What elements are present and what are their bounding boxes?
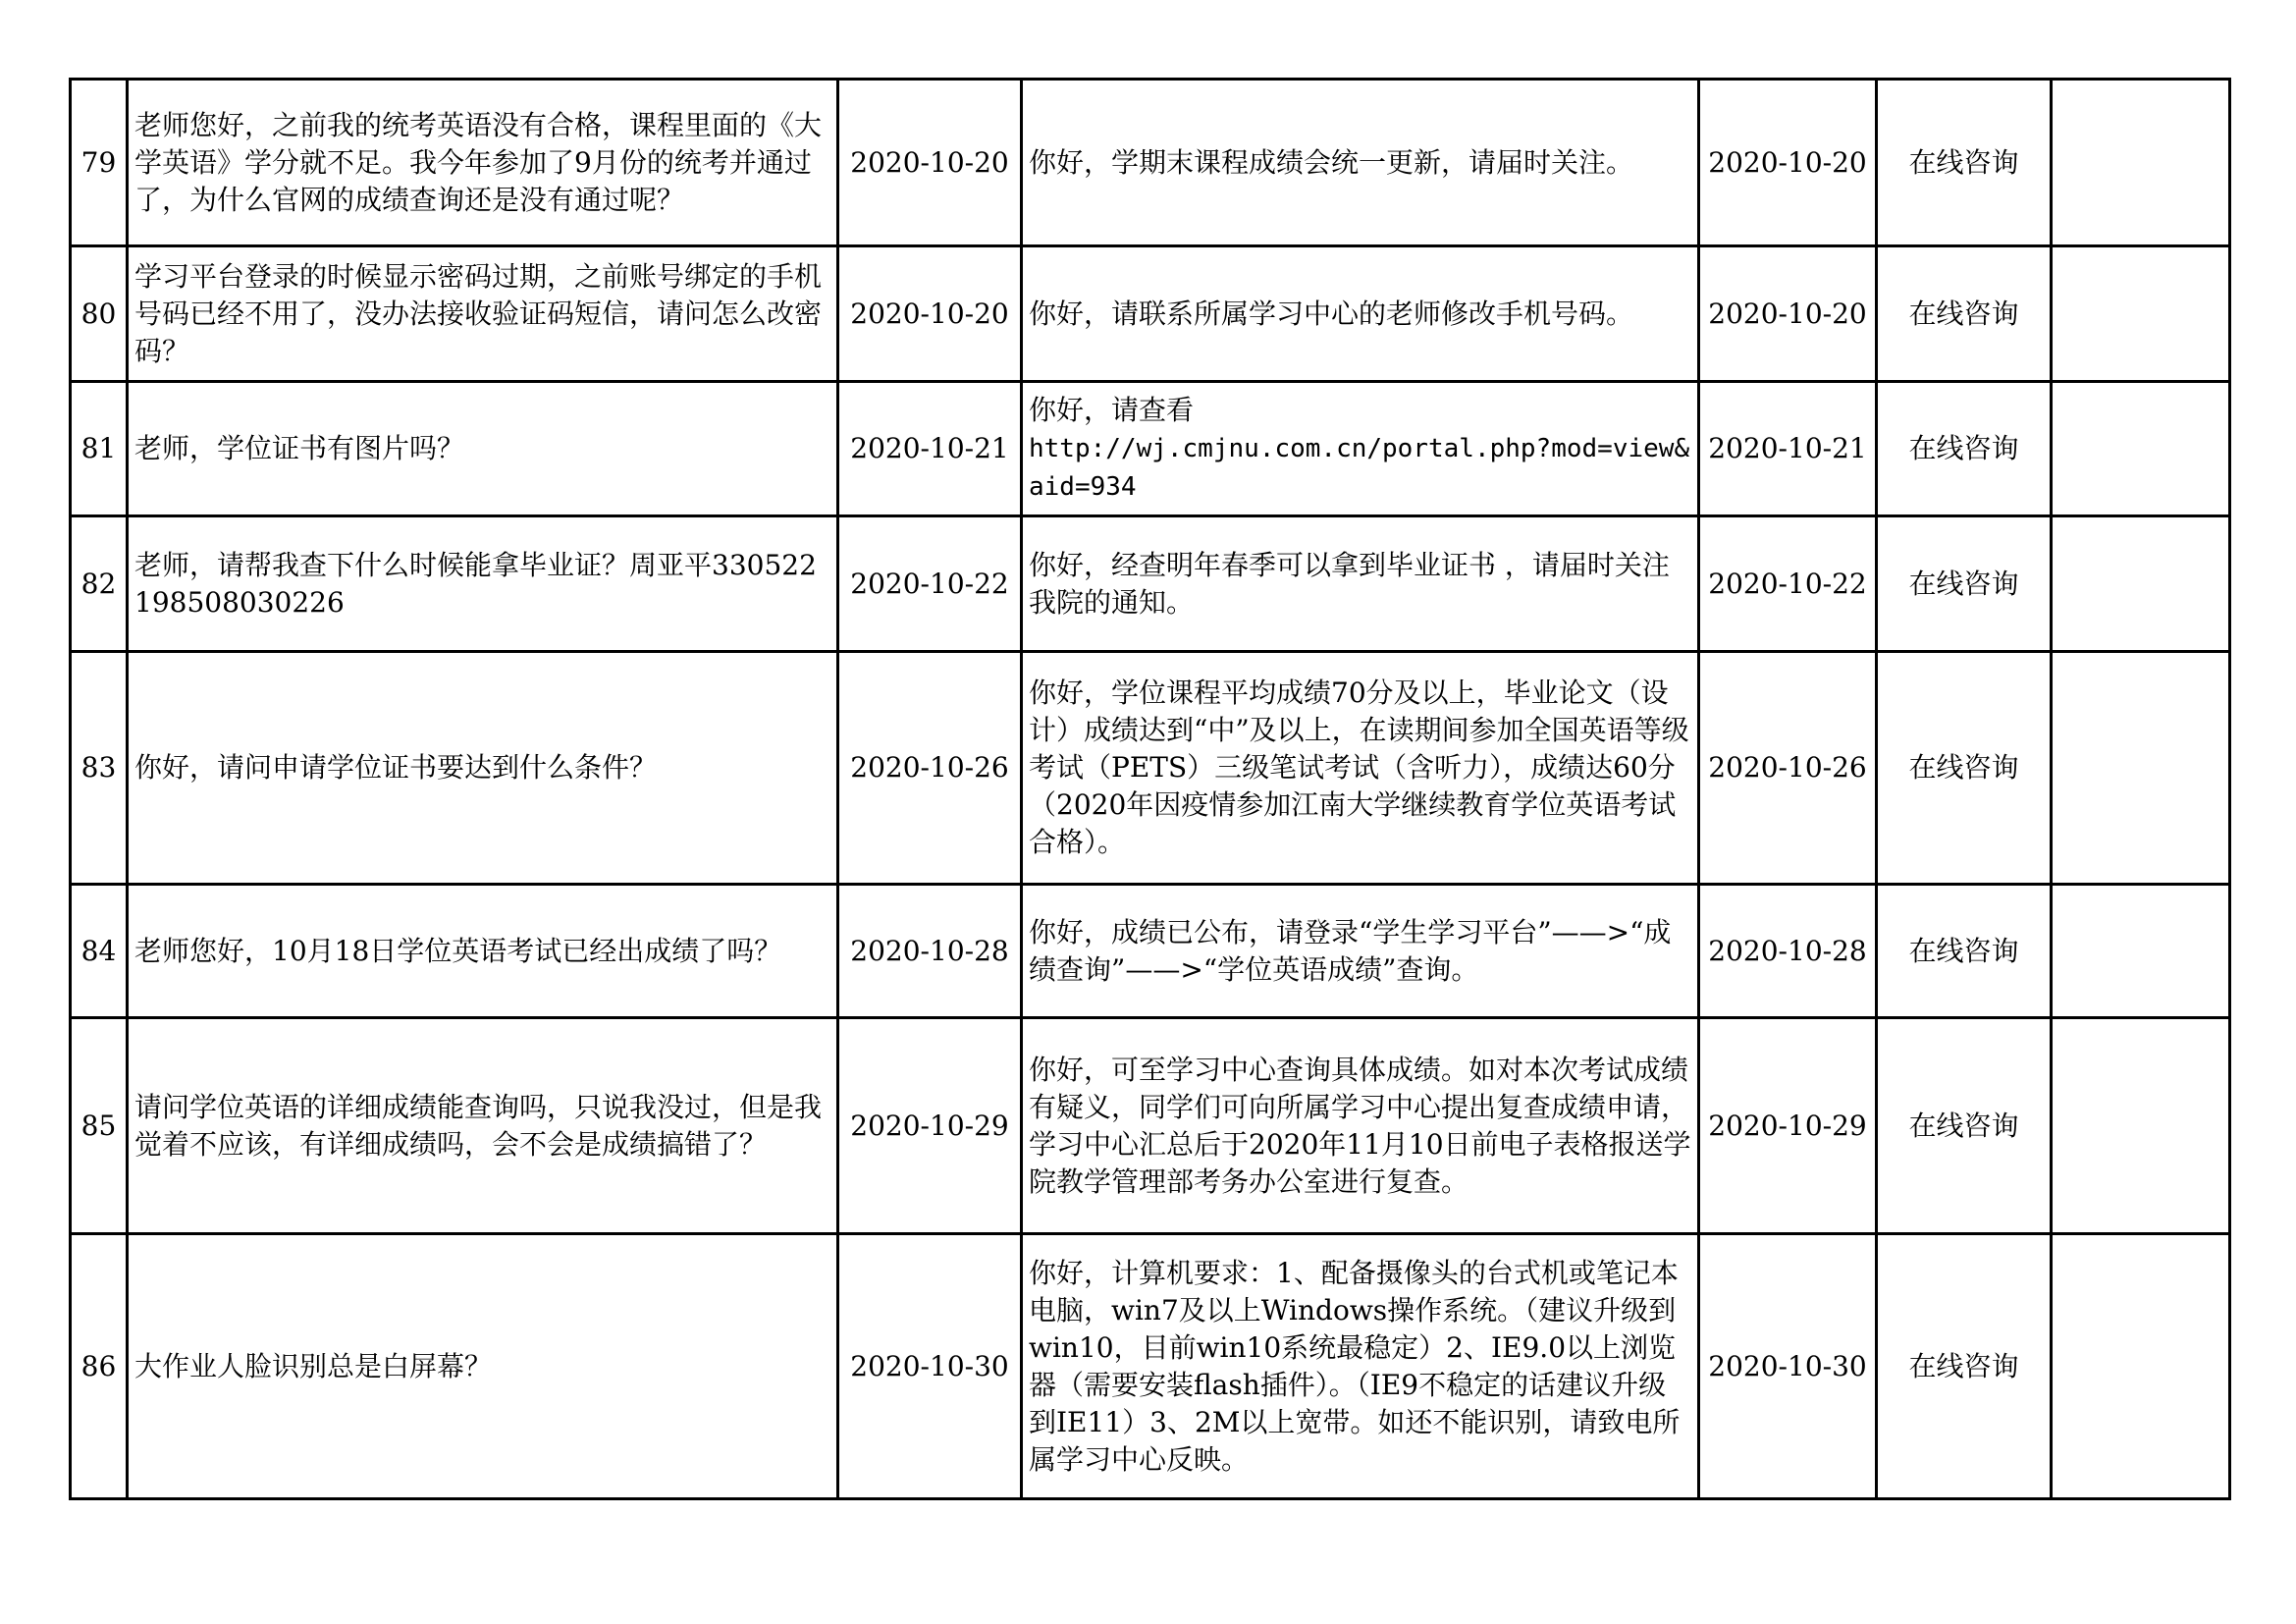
note-cell [2052, 1018, 2230, 1234]
ask-date-cell: 2020-10-20 [838, 246, 1022, 382]
note-cell [2052, 246, 2230, 382]
consultation-table [69, 78, 2231, 1500]
ask-date-cell: 2020-10-28 [838, 885, 1022, 1018]
question-cell: 你好，请问申请学位证书要达到什么条件？ [128, 652, 838, 885]
consult-type-cell: 在线咨询 [1877, 382, 2052, 516]
table-row [71, 516, 2230, 652]
note-cell [2052, 516, 2230, 652]
answer-link[interactable]: http://wj.cmjnu.com.cn/portal.php?mod=view&aid=934 [1029, 434, 1690, 502]
row-number: 85 [71, 1018, 128, 1234]
note-cell [2052, 885, 2230, 1018]
answer-cell: 你好，经查明年春季可以拿到毕业证书 ，请届时关注我院的通知。 [1022, 516, 1699, 652]
answer-cell: 你好，计算机要求：1、配备摄像头的台式机或笔记本电脑，win7及以上Windows操作系统。（建议升级到win10，目前win10系统最稳定）2、IE9.0以上浏览器（需要安装flash插件）。（IE9不稳定的话建议升级到IE11）3、2M以上宽带。如还不能识别，请致电所属学习中心反映。 [1022, 1234, 1699, 1499]
ask-date-cell: 2020-10-20 [838, 80, 1022, 246]
note-cell [2052, 80, 2230, 246]
row-number: 86 [71, 1234, 128, 1499]
answer-date-cell: 2020-10-29 [1699, 1018, 1877, 1234]
ask-date-cell: 2020-10-29 [838, 1018, 1022, 1234]
row-number: 82 [71, 516, 128, 652]
consult-type-cell: 在线咨询 [1877, 516, 2052, 652]
answer-date-cell: 2020-10-30 [1699, 1234, 1877, 1499]
row-number: 80 [71, 246, 128, 382]
answer-cell [1022, 382, 1699, 516]
table-row [71, 1018, 2230, 1234]
question-cell: 老师，学位证书有图片吗？ [128, 382, 838, 516]
table-row [71, 1234, 2230, 1499]
answer-cell: 你好，可至学习中心查询具体成绩。如对本次考试成绩有疑义，同学们可向所属学习中心提出复查成绩申请，学习中心汇总后于2020年11月10日前电子表格报送学院教学管理部考务办公室进行复查。 [1022, 1018, 1699, 1234]
ask-date-cell: 2020-10-21 [838, 382, 1022, 516]
note-cell [2052, 1234, 2230, 1499]
note-cell [2052, 652, 2230, 885]
question-cell: 学习平台登录的时候显示密码过期，之前账号绑定的手机号码已经不用了，没办法接收验证码短信，请问怎么改密码？ [128, 246, 838, 382]
table-row [71, 80, 2230, 246]
ask-date-cell: 2020-10-30 [838, 1234, 1022, 1499]
ask-date-cell: 2020-10-22 [838, 516, 1022, 652]
question-cell: 大作业人脸识别总是白屏幕？ [128, 1234, 838, 1499]
consult-type-cell: 在线咨询 [1877, 1018, 2052, 1234]
row-number: 83 [71, 652, 128, 885]
answer-text: 你好，请查看 [1029, 394, 1195, 426]
ask-date-cell: 2020-10-26 [838, 652, 1022, 885]
question-cell: 请问学位英语的详细成绩能查询吗，只说我没过，但是我觉着不应该，有详细成绩吗，会不会是成绩搞错了？ [128, 1018, 838, 1234]
note-cell [2052, 382, 2230, 516]
consult-type-cell: 在线咨询 [1877, 652, 2052, 885]
row-number: 81 [71, 382, 128, 516]
answer-cell: 你好，学位课程平均成绩70分及以上，毕业论文（设计）成绩达到“中”及以上，在读期间参加全国英语等级考试（PETS）三级笔试考试（含听力），成绩达60分（2020年因疫情参加江南大学继续教育学位英语考试合格）。 [1022, 652, 1699, 885]
row-number: 84 [71, 885, 128, 1018]
answer-cell: 你好，请联系所属学习中心的老师修改手机号码。 [1022, 246, 1699, 382]
answer-date-cell: 2020-10-20 [1699, 246, 1877, 382]
answer-cell: 你好，学期末课程成绩会统一更新，请届时关注。 [1022, 80, 1699, 246]
question-cell: 老师您好，之前我的统考英语没有合格，课程里面的《大学英语》学分就不足。我今年参加了9月份的统考并通过了，为什么官网的成绩查询还是没有通过呢？ [128, 80, 838, 246]
question-cell: 老师，请帮我查下什么时候能拿毕业证？周亚平330522198508030226 [128, 516, 838, 652]
consult-type-cell: 在线咨询 [1877, 885, 2052, 1018]
table-row [71, 382, 2230, 516]
consult-type-cell: 在线咨询 [1877, 246, 2052, 382]
consult-type-cell: 在线咨询 [1877, 80, 2052, 246]
table-row [71, 652, 2230, 885]
answer-date-cell: 2020-10-22 [1699, 516, 1877, 652]
answer-date-cell: 2020-10-21 [1699, 382, 1877, 516]
answer-cell: 你好，成绩已公布，请登录“学生学习平台”——>“成绩查询”——>“学位英语成绩”查询。 [1022, 885, 1699, 1018]
consult-type-cell: 在线咨询 [1877, 1234, 2052, 1499]
question-cell: 老师您好，10月18日学位英语考试已经出成绩了吗？ [128, 885, 838, 1018]
answer-date-cell: 2020-10-28 [1699, 885, 1877, 1018]
table-row [71, 885, 2230, 1018]
answer-date-cell: 2020-10-26 [1699, 652, 1877, 885]
row-number: 79 [71, 80, 128, 246]
answer-date-cell: 2020-10-20 [1699, 80, 1877, 246]
table-row [71, 246, 2230, 382]
